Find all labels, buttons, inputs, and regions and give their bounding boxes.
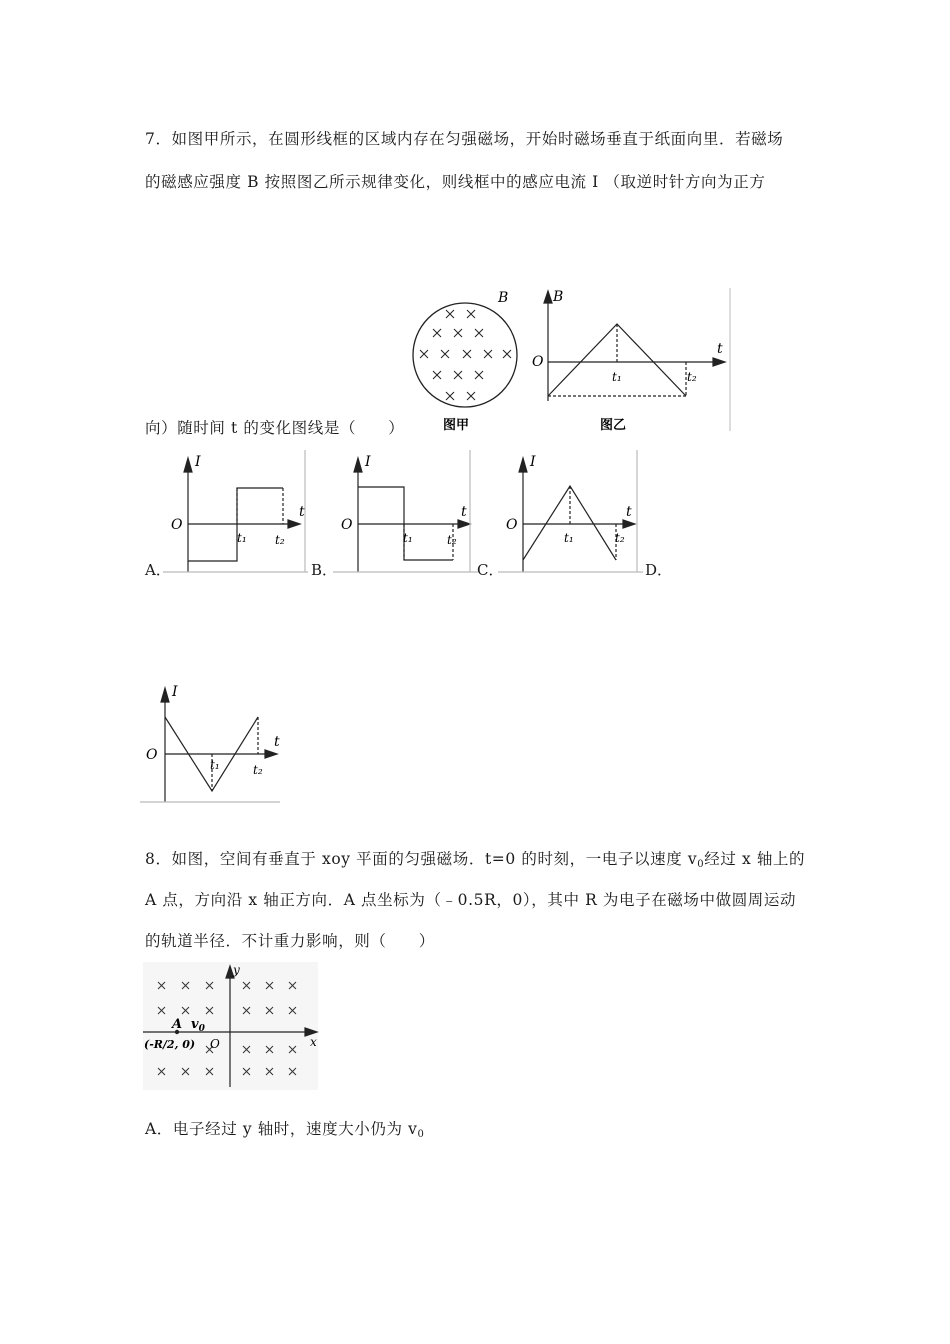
option-A-graph	[163, 450, 308, 575]
q8-option-A-pre: A．电子经过 y 轴时，速度大小仍为 v	[145, 1120, 418, 1138]
q8-coord-label: (-R/2, 0)	[144, 1038, 196, 1051]
q7-line-3: 向）随时间 t 的变化图线是（ ）	[145, 419, 405, 437]
B-ylabel: I	[365, 454, 371, 470]
B-origin: O	[341, 517, 353, 533]
jia-caption: 图甲	[443, 418, 470, 433]
option-D-label: D．	[645, 561, 673, 579]
q8-figure	[143, 962, 323, 1092]
q8-option-A-sub: 0	[417, 1129, 425, 1140]
magnetic-field-crosses	[420, 310, 511, 400]
q8-y-label: y	[233, 963, 240, 977]
D-t1: t₁	[210, 758, 220, 772]
jia-B-label: B	[498, 290, 509, 306]
C-ylabel: I	[530, 454, 536, 470]
D-ylabel: I	[172, 684, 178, 700]
C-t1: t₁	[564, 531, 574, 545]
D-origin: O	[146, 747, 158, 763]
figure-jia	[413, 290, 517, 433]
q8-line-3: 的轨道半径．不计重力影响，则（ ）	[145, 932, 435, 950]
option-C-label: C．	[477, 561, 504, 579]
q8-line-1-pre: 8．如图，空间有垂直于 xoy 平面的匀强磁场．t=0 的时刻，一电子以速度 v	[145, 850, 698, 868]
q7-figure-jia-yi	[405, 283, 735, 435]
q8-x-label: x	[310, 1035, 317, 1049]
yi-xlabel: t	[717, 341, 723, 357]
option-B-label: B．	[311, 561, 338, 579]
yi-t1: t₁	[612, 370, 622, 384]
yi-t2: t₂	[687, 370, 697, 384]
q8-line-1-post: 经过 x 轴上的	[704, 850, 806, 868]
D-xlabel: t	[274, 734, 280, 750]
option-B-graph	[333, 450, 478, 575]
q8-line-2: A 点，方向沿 x 轴正方向．A 点坐标为（﹣0.5R，0），其中 R 为电子在磁场中做圆周运动	[145, 891, 797, 909]
option-C-graph	[498, 450, 643, 575]
D-t2: t₂	[253, 763, 263, 777]
B-t1: t₁	[403, 531, 413, 545]
yi-origin: O	[532, 354, 544, 370]
B-xlabel: t	[461, 504, 467, 520]
q7-line-1: 7．如图甲所示，在圆形线框的区域内存在匀强磁场，开始时磁场垂直于纸面向里．若磁场	[145, 130, 784, 148]
q8-origin: O	[210, 1037, 220, 1051]
q8-v-main: v	[191, 1017, 199, 1032]
q8-option-A	[145, 1117, 424, 1140]
q8-A-label: A	[172, 1017, 183, 1032]
C-origin: O	[506, 517, 518, 533]
A-origin: O	[171, 517, 183, 533]
A-ylabel: I	[195, 454, 201, 470]
A-t1: t₁	[237, 531, 247, 545]
q8-line-1	[145, 847, 805, 870]
q7-line-2: 的磁感应强度 B 按照图乙所示规律变化，则线框中的感应电流 I （取逆时针方向为正方	[145, 173, 766, 191]
option-A-label: A．	[145, 561, 171, 579]
figure-yi	[544, 288, 730, 431]
C-xlabel: t	[626, 504, 632, 520]
C-t2: t₂	[615, 531, 625, 545]
yi-caption: 图乙	[600, 418, 627, 433]
q8-v-sub: 0	[198, 1024, 205, 1034]
A-xlabel: t	[299, 504, 305, 520]
A-t2: t₂	[275, 533, 285, 547]
option-D-graph	[140, 680, 285, 805]
q8-line-1-sub: 0	[697, 859, 705, 870]
B-t2: t₂	[447, 533, 457, 547]
yi-ylabel: B	[553, 289, 564, 305]
